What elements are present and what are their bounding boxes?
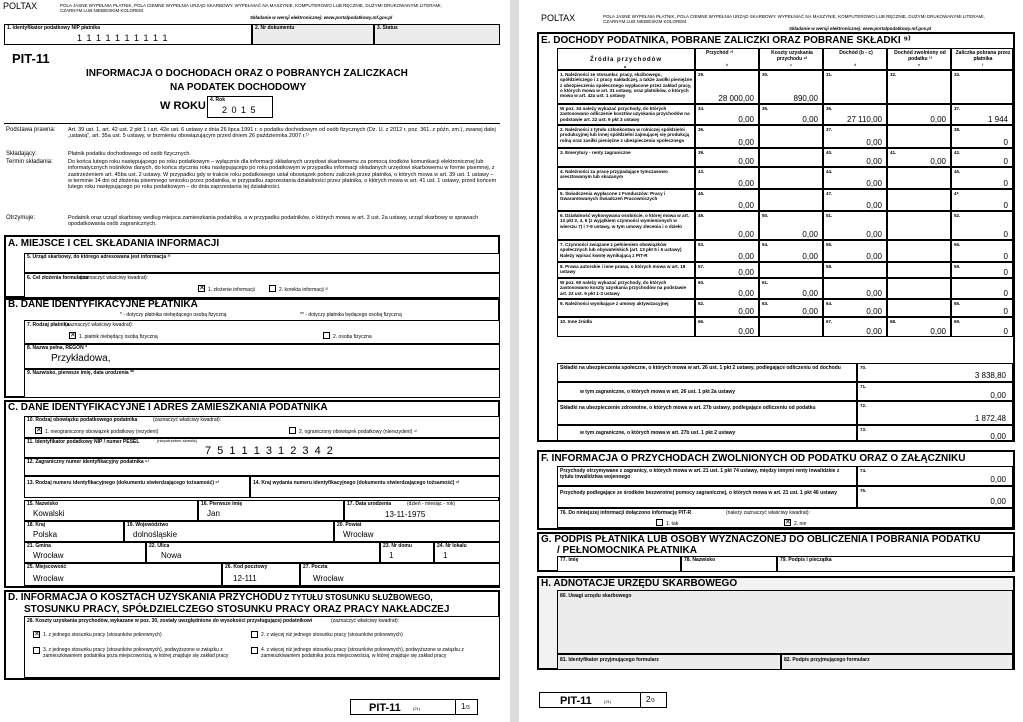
income-cell[interactable] [887, 262, 951, 278]
house-number-field[interactable]: 23. Nr domu 1 [380, 542, 434, 563]
receiver-id-field: 81. Identyfikator przyjmującego formularz [557, 654, 781, 670]
income-cell-value: 0,00 [738, 307, 754, 316]
income-cell[interactable]: 33. [951, 70, 1013, 104]
receiver-signature-field: 82. Podpis przyjmującego formularz [781, 654, 1013, 670]
income-cell[interactable]: 45. 0 [951, 167, 1013, 189]
fill-note: POLA JASNE WYPEŁNIA PŁATNIK, POLA CIEMNE WYPEŁNIA URZĄD SKARBOWY. WYPEŁNIAĆ NA MASZYNIE, KOMPUTEROWO LUB RĘCZNIE, DUŻYMI DRUKOWANYMI LITERAMI, CZARNYM LUB NIEBIESKIM KOLOREM. [60, 3, 442, 14]
income-cell[interactable]: 36. 27 110,00 [823, 104, 887, 125]
income-cell-value: 0,00 [930, 115, 946, 124]
health-foreign-value: 0,00 [990, 432, 1006, 441]
income-cell[interactable]: 52. 0 [951, 211, 1013, 240]
social-contrib-value: 3 838,80 [974, 371, 1006, 380]
income-cell[interactable] [759, 317, 823, 337]
id-type-field[interactable]: 13. Rodzaj numeru identyfikacyjnego (dokumentu stwierdzającego tożsamość) ⁶⁾ [24, 476, 250, 498]
first-name-value: Jan [207, 509, 220, 518]
income-cell[interactable] [887, 104, 951, 125]
income-cell[interactable] [887, 125, 951, 148]
page-number-2: 2/3 [646, 695, 655, 704]
foreign-id-field[interactable]: 12. Zagraniczny numer identyfikacyjny podatnika ⁵⁾ [24, 458, 500, 476]
birth-date-value: 13-11-1975 [385, 510, 426, 519]
city-value: Wrocław [33, 574, 64, 583]
county-value: Wrocław [343, 530, 374, 539]
income-source-label: 1. Należności ze stosunku: pracy, służbowego, spółdzielczego i z pracy nakładczej, a także zasiłki pieniężne z ubezpieczenia społecznego wypłacone przez zakład pracy, o których mowa w art. 31 ustawy, oraz płatników, o których mowa w art. 42a ust. 1 ustawy [557, 70, 695, 104]
recipient: Podatnik oraz urząd skarbowy według miejsca zamieszkania podatnika, a w przypadku podatników, o których mowa w art. 3 ust. 2a ustawy, urząd skarbowy w sprawach opodatkowania osób zagranicznych. [68, 215, 479, 228]
birth-date-field[interactable]: 17. Data urodzenia (dzień - miesiąc - rok) 13-11-1975 [344, 500, 500, 521]
payer-name-field[interactable]: 8. Nazwa pełna, REGON * Przykładowa, [24, 344, 500, 369]
house-number-value: 1 [389, 551, 394, 560]
payer-type-field: 7. Rodzaj płatnika (zaznaczyć właściwy kwadrat): ✕ 1. płatnik niebędący osobą fizyczną 2. osoba fizyczna [24, 320, 500, 344]
poltax-label-2: POLTAX [541, 13, 576, 23]
income-cell[interactable] [759, 125, 823, 148]
nip-field[interactable]: 1. Identyfikator podatkowy NIP płatnika 1 1 1 1 1 1 1 1 1 1 [4, 24, 252, 45]
income-cell-value: 0,00 [866, 157, 882, 166]
page-footer: PIT-11 (21) 1/3 [350, 699, 478, 715]
section-h-title: H. ADNOTACJE URZĘDU SKARBOWEGO [541, 578, 738, 589]
surname-field[interactable]: 15. Nazwisko Kowalski [24, 500, 198, 521]
income-cell[interactable] [887, 189, 951, 211]
income-cell[interactable] [887, 299, 951, 317]
social-foreign-field[interactable]: 71. 0,00 [857, 382, 1013, 401]
page-number: 1/3 [461, 702, 470, 711]
checkbox-pitr-no[interactable]: ✕ [785, 519, 791, 526]
income-cell-value: 0,00 [866, 179, 882, 188]
income-source-label: 7. Czynności związane z pełnieniem obowiązków społecznych lub obywatelskich (art. 13 pkt 5 i 6 ustawy) Należy wpisać kwotę wynikającą z PIT-R [557, 240, 695, 262]
poltax-label: POLTAX [3, 1, 38, 11]
income-cell-value: 0,00 [802, 230, 818, 239]
income-cell[interactable] [951, 278, 1013, 299]
income-source-label: 4. Należności za pracę przypadające tymczasowo aresztowanym lub skazanym [557, 167, 695, 189]
income-cell[interactable]: 54. 0,00 [759, 240, 823, 262]
income-cell-value: 27 110,00 [847, 115, 882, 124]
income-cell-value: 0,00 [738, 327, 754, 336]
income-source-label: 10. Inne źródła [557, 317, 695, 337]
id-country-field[interactable]: 14. Kraj wydania numeru identyfikacyjnego (dokumentu stwierdzającego tożsamość) ⁶⁾ [250, 476, 500, 498]
payer-name-value: Przykładowa, [51, 353, 111, 364]
income-cell[interactable]: 29. 28 000,00 [695, 70, 759, 104]
municipality-value: Wrocław [33, 551, 64, 560]
income-cell-value: 0 [1003, 252, 1008, 261]
income-cell[interactable]: 39. 0,00 [695, 148, 759, 167]
fill-note-2: POLA JASNE WYPEŁNIA PŁATNIK, POLA CIEMNE WYPEŁNIA URZĄD SKARBOWY. WYPEŁNIAĆ NA MASZYNIE, KOMPUTEROWO LUB RĘCZNIE, DUŻYMI DRUKOWANYMI LITERAMI, CZARNYM LUB NIEBIESKIM KOLOREM. [603, 14, 985, 25]
deadline: Do końca lutego roku następującego po roku podatkowym – wyłącznie dla informacji składanych urzędowi skarbowemu za pomocą środków komunikacji elektronicznej lub informatycznych nośników danych, do końca stycznia roku następującego po roku podatkowym w przypadku informacji składanych urzędowi skarbowemu w formie pisemnej, z zastrzeżeniem art. 45ba ust. 2 ustawy. W przypadku gdy w trakcie roku podatkowego ustał obowiązek poboru zaliczek przez płatnika, o których mowa w art. 39 ust. 1 ustawy – w terminie 14 dni od złożenia pisemnego wniosku przez podatnika, w przypadku zaprzestania działalności przez płatnika, o których mowa w art. 41 ust. 1 ustawy, przed końcem lutego roku następującego po roku podatkowym – do dnia zaprzestania tej działalności. [68, 159, 497, 191]
income-cell-value: 0,00 [738, 268, 754, 277]
page-2 [519, 0, 1023, 722]
income-cell[interactable] [887, 240, 951, 262]
income-cell[interactable]: 36. 0,00 [695, 125, 759, 148]
postal-code-field[interactable]: 26. Kod pocztowy 12-111 [222, 563, 300, 586]
income-cell-value: 0 [1003, 157, 1008, 166]
income-cell[interactable]: 56. 0 [951, 240, 1013, 262]
section-b-title: B. DANE IDENTYFIKACYJNE PŁATNIKA [8, 299, 198, 310]
income-cell-value: 0,00 [866, 201, 882, 210]
health-foreign-label: w tym zagraniczne, o których mowa w art. 27b ust. 1 pkt 2 ustawy [557, 425, 857, 441]
header-sources: Źródła przychodów a [557, 48, 695, 70]
income-cell[interactable]: 37. 0,00 [823, 125, 887, 148]
office-remarks-field: 80. Uwagi urzędu skarbowego [557, 590, 1013, 654]
foreign-aid-field[interactable]: 75. 0,00 [857, 486, 1013, 508]
header-costs: Koszty uzyskania przychodu ⁸⁾ c [759, 48, 823, 70]
foreign-income-label: Przychody otrzymywane z zagranicy, o których mowa w art. 21 ust. 1 pkt 74 ustawy, między innymi renty inwalidzkie z tytułu inwalidztwa wojennego [557, 466, 857, 486]
doc-number-field: 2. Nr dokumentu [252, 24, 374, 45]
income-cell[interactable]: 53. 0,00 [695, 240, 759, 262]
city-field[interactable]: 25. Miejscowość Wrocław [24, 563, 222, 586]
income-cell-value: 28 000,00 [718, 94, 754, 103]
income-cell[interactable]: 62. 0,00 [695, 299, 759, 317]
income-cell[interactable]: 59. 0 [951, 262, 1013, 278]
income-cell-value: 0 [1003, 179, 1008, 188]
income-cell-value: 0,00 [866, 252, 882, 261]
income-cell[interactable]: 40. 0,00 [823, 148, 887, 167]
income-cell[interactable]: 47. 0,00 [823, 189, 887, 211]
income-cell[interactable]: 38. 0 [951, 125, 1013, 148]
section-f-title: F. INFORMACJA O PRZYCHODACH ZWOLNIONYCH OD PODATKU ORAZ O ZAŁĄCZNIKU [541, 453, 966, 464]
header-advance: Zaliczka pobrana przez płatnika f [951, 48, 1013, 70]
income-cell-value: 0,00 [738, 179, 754, 188]
income-cell[interactable]: 58. [823, 262, 887, 278]
income-cell[interactable]: 34. 0,00 [695, 104, 759, 125]
social-foreign-value: 0,00 [990, 391, 1006, 400]
income-cell[interactable]: 66. 0,00 [695, 317, 759, 337]
income-cell[interactable]: 31. [823, 70, 887, 104]
electronic-note-2: Składanie w wersji elektronicznej: www.portalpodatkowy.mf.gov.pl [789, 26, 932, 31]
income-cell[interactable] [759, 148, 823, 167]
income-cell[interactable]: 49. 0,00 [695, 211, 759, 240]
signer-first-name-field[interactable]: 77. Imię [557, 556, 681, 572]
income-cell[interactable] [887, 167, 951, 189]
income-cell[interactable]: 50. 0,00 [759, 211, 823, 240]
income-cell[interactable]: 64. 0,00 [823, 299, 887, 317]
income-cell[interactable] [823, 278, 887, 299]
income-cell-value: 0,00 [738, 289, 754, 298]
purpose-field: 6. Cel złożenia formularza (zaznaczyć właściwy kwadrat): ✕ 1. złożenie informacji 2. korekta informacji ³⁾ [24, 273, 500, 298]
health-foreign-field[interactable]: 73. 0,00 [857, 425, 1013, 441]
income-cell[interactable]: 37. 1 944 [951, 104, 1013, 125]
income-cell[interactable] [887, 278, 951, 299]
foreign-aid-value: 0,00 [990, 497, 1006, 506]
year-field[interactable]: 4. Rok 2 0 1 5 [207, 96, 273, 118]
income-cell-value: 0,00 [738, 252, 754, 261]
nip-value: 1 1 1 1 1 1 1 1 1 1 [77, 33, 169, 43]
pesel-value: 7 5 1 1 1 3 1 2 3 4 2 [205, 445, 335, 457]
checkbox-costs-one-job[interactable]: ✕ [34, 631, 40, 638]
income-source-label: 6. Działalność wykonywana osobiście, o której mowa w art. 13 pkt 2, 4, 6 (z wyjątkiem czynności wymienionych w wierszu 7) i 7-9 ustawy, w tym umowy zlecenia i o dzieło [557, 211, 695, 240]
income-source-label: 9. Należności wynikające z umowy aktywizacyjnej [557, 299, 695, 317]
health-contrib-value: 1 872,48 [974, 414, 1006, 423]
income-cell-value: 0 [1003, 307, 1008, 316]
checkbox-correction[interactable] [269, 285, 276, 292]
payer-person-field[interactable]: 9. Nazwisko, pierwsze imię, data urodzenia ** [24, 369, 500, 398]
checkbox-natural-person[interactable] [323, 332, 330, 339]
income-cell-value: 0 [1003, 201, 1008, 210]
post-office-field[interactable]: 27. Poczta Wrocław [300, 563, 500, 586]
income-cell-value: 0,00 [866, 138, 882, 147]
income-cell-value: 0,00 [802, 252, 818, 261]
checkbox-submission[interactable]: ✕ [199, 285, 205, 292]
postal-code-value: 12-111 [233, 574, 257, 583]
section-a-title: A. MIEJSCE I CEL SKŁADANIA INFORMACJI [8, 238, 220, 249]
income-cell-value: 0 [1003, 230, 1008, 239]
foreign-income-field[interactable]: 74. 0,00 [857, 466, 1013, 486]
header-income: Przychód ⁷⁾ b [695, 48, 759, 70]
income-cell[interactable]: 41. 0,00 [887, 148, 951, 167]
municipality-field[interactable]: 21. Gmina Wrocław [24, 542, 146, 563]
income-cell[interactable]: 32. [887, 70, 951, 104]
checkbox-non-natural-person[interactable]: ✕ [70, 332, 76, 339]
income-cell-value: 1 944 [987, 115, 1008, 124]
foreign-income-value: 0,00 [990, 475, 1006, 484]
income-source-label: 2. Należności z tytułu członkostwa w rolniczej spółdzielni produkcyjnej lub innej spółdzielni zajmującej się produkcją rolną oraz zasiłki pieniężne z ubezpieczenia społecznego [557, 125, 695, 148]
social-contrib-label: Składki na ubezpieczenia społeczne, o których mowa w art. 26 ust. 1 pkt 2 ustawy, podlegające odliczeniu od dochodu [557, 363, 857, 382]
income-cell-value: 0,00 [738, 138, 754, 147]
income-cell-value: 0,00 [802, 289, 818, 298]
street-value: Nowa [161, 551, 182, 560]
income-cell[interactable]: 68. 0,00 [887, 317, 951, 337]
year-label: W ROKU [160, 100, 206, 112]
form-title-line1: INFORMACJA O DOCHODACH ORAZ O POBRANYCH ZALICZKACH [86, 68, 408, 79]
income-cell[interactable]: 69. 0 [951, 317, 1013, 337]
header-net-income: Dochód (b - c) d [823, 48, 887, 70]
income-cell-value: 0,00 [866, 327, 882, 336]
section-d-title-line2: STOSUNKU PRACY, SPÓŁDZIELCZEGO STOSUNKU PRACY ORAZ PRACY NAKŁADCZEJ [24, 604, 450, 615]
form-title-line2: NA PODATEK DOCHODOWY [170, 82, 307, 93]
income-cell[interactable]: 43. 0,00 [695, 167, 759, 189]
checkbox-limited-obligation[interactable] [289, 427, 296, 434]
income-cell-value: 0,00 [802, 307, 818, 316]
income-cell[interactable]: 63. 0,00 [759, 299, 823, 317]
income-cell[interactable]: 57. 0,00 [695, 262, 759, 278]
income-cell[interactable]: 55. 0,00 [823, 240, 887, 262]
income-cell[interactable]: 67. 0,00 [823, 317, 887, 337]
first-name-field[interactable]: 16. Pierwsze imię Jan [198, 500, 344, 521]
checkbox-costs-one-job-raised[interactable] [33, 647, 40, 654]
income-cell-value: 0,00 [866, 307, 882, 316]
pitr-attached-field: 76. Do niniejszej informacji dołączono informację PIT-R (należy zaznaczyć właściwy kwadrat): 1. tak ✕ 2. nie [557, 508, 1013, 528]
form-code: PIT-11 [12, 51, 50, 66]
voivodeship-field[interactable]: 19. Województwo dolnośląskie [124, 521, 334, 542]
income-cell-value: 0 [1003, 327, 1008, 336]
checkbox-costs-multiple-raised[interactable] [251, 647, 258, 654]
country-value: Polska [33, 530, 58, 539]
checkbox-unlimited-obligation[interactable]: ✕ [36, 427, 42, 434]
country-field[interactable]: 18. Kraj Polska [24, 521, 124, 542]
signature-field[interactable]: 79. Podpis i pieczątka [777, 556, 1013, 572]
page-footer-2: PIT-11 (21) 2/3 [539, 692, 667, 708]
income-cell[interactable]: 30. 890,00 [759, 70, 823, 104]
year-value: 2 0 1 5 [222, 105, 257, 115]
income-cell-value: 0 [1003, 268, 1008, 277]
flat-number-field[interactable]: 24. Nr lokalu 1 [434, 542, 500, 563]
street-field[interactable]: 22. Ulica Nowa [146, 542, 380, 563]
income-cell[interactable]: 65. 0 [951, 299, 1013, 317]
post-office-value: Wrocław [313, 574, 344, 583]
income-cell[interactable]: 46. 0,00 [695, 189, 759, 211]
income-cell[interactable] [759, 167, 823, 189]
checkbox-costs-multiple-jobs[interactable] [251, 631, 258, 638]
tax-obligation-field: 10. Rodzaj obowiązku podatkowego podatnika (zaznaczyć właściwy kwadrat): ✕ 1. nieograniczony obowiązek podatkowy (rezydent) 2. ograniczony obowiązek podatkowy (nierezydent) ⁴⁾ [24, 416, 500, 438]
income-cell[interactable]: 35. 0,00 [759, 104, 823, 125]
income-cell-value: 0 [1003, 289, 1008, 298]
income-cell[interactable]: 42. 0 [951, 148, 1013, 167]
section-d-title: D. INFORMACJA O KOSZTACH UZYSKANIA PRZYCHODU Z TYTUŁU STOSUNKU SŁUŻBOWEGO, [8, 592, 433, 603]
income-cell-value: 0,00 [802, 115, 818, 124]
section-g-title-line2: / PEŁNOMOCNIKA PŁATNIKA [557, 545, 697, 556]
legal-basis: Art. 39 ust. 1, art. 42 ust. 2 pkt 1 i art. 42e ust. 6 ustawy z dnia 26 lipca 1991 r. o podatku dochodowym od osób fizycznych (Dz. U. z 2012 r. poz. 361, z późn. zm.), zwanej dalej „ustawą”, art. 35a ust. 5 ustawy, w brzmieniu obowiązującym przed dniem 26 października 2007 r.¹⁾ [68, 127, 496, 140]
county-field[interactable]: 20. Powiat Wrocław [334, 521, 500, 542]
foreign-aid-label: Przychody podlegające ze środków bezzwrotnej pomocy zagranicznej, o których mowa w art. 21 ust. 1 pkt 46 ustawy [557, 486, 857, 508]
social-contrib-field[interactable]: 70. 3 838,80 [857, 363, 1013, 382]
income-cell[interactable]: 51. 0,00 [823, 211, 887, 240]
income-source-label: 8. Prawa autorskie i inne prawa, o których mowa w art. 18 ustawy [557, 262, 695, 278]
income-cell-value: 0,00 [866, 289, 882, 298]
health-contrib-field[interactable]: 72. 1 872,48 [857, 401, 1013, 425]
income-cell-value: 0,00 [738, 201, 754, 210]
signer-surname-field[interactable]: 78. Nazwisko [681, 556, 777, 572]
taxpayer-pesel-field[interactable]: 11. Identyfikator podatkowy NIP / numer PESEL (niepotrzebne skreślić) 7 5 1 1 1 3 1 2 3 4 2 [24, 438, 500, 458]
income-cell-value: 890,00 [793, 94, 818, 103]
health-contrib-label: Składki na ubezpieczenie zdrowotne, o których mowa w art. 27b ustawy, podlegające odliczeniu od podatku [557, 401, 857, 425]
income-cell[interactable]: 44. 0,00 [823, 167, 887, 189]
income-cell-value: 0,00 [738, 157, 754, 166]
tax-office-field[interactable]: 5. Urząd skarbowy, do którego adresowana jest informacja ²⁾ [24, 253, 500, 273]
electronic-note: Składanie w wersji elektronicznej: www.portalpodatkowy.mf.gov.pl [250, 15, 393, 20]
income-cell-value: 0,00 [866, 230, 882, 239]
voivodeship-value: dolnośląskie [133, 530, 178, 539]
status-field: 3. Status [374, 24, 500, 45]
checkbox-pitr-yes[interactable] [656, 519, 663, 526]
surname-value: Kowalski [33, 509, 65, 518]
section-g-title: G. PODPIS PŁATNIKA LUB OSOBY WYZNACZONEJ DO OBLICZENIA I POBRANIA PODATKU [541, 534, 981, 545]
income-cell[interactable] [887, 211, 951, 240]
income-cell[interactable] [759, 189, 823, 211]
income-source-label: 3. Emerytury - renty zagraniczne [557, 148, 695, 167]
submitter: Płatnik podatku dochodowego od osób fizycznych. [68, 151, 191, 157]
income-cell-value: 0,00 [930, 327, 946, 336]
income-cell-value: 0,00 [930, 157, 946, 166]
section-e-title: E. DOCHODY PODATNIKA, POBRANE ZALICZKI ORAZ POBRANE SKŁADKI ⁹⁾ [541, 35, 911, 46]
flat-number-value: 1 [443, 551, 448, 560]
section-c-title: C. DANE IDENTYFIKACYJNE I ADRES ZAMIESZKANIA PODATNIKA [8, 402, 328, 413]
income-source-label: 5. Świadczenia wypłacone z Funduszów: Pracy i Gwarantowanych Świadczeń Pracowniczych [557, 189, 695, 211]
income-cell[interactable]: 61. 0,00 [759, 278, 823, 299]
income-cell-value: 0 [1003, 138, 1008, 147]
income-cell[interactable]: 60. 0,00 [695, 278, 759, 299]
costs-field: 28. Koszty uzyskania przychodów, wykazane w poz. 30, zostały uwzględnione do wysokości przysługującej podatnikowi (zaznaczyć właściwy kwadrat): ✕ 1. z jednego stosunku pracy (stosunków pokrewnych) 2. z więcej niż jednego stosunku pracy (stosunków pokrewnych) 3. z jednego stosunku pracy (stosunków pokrewnych), podwyższone w związku z zamieszkiwaniem podatnika poza miejscowością, w której znajduje się zakład pracy 4. z więcej niż jednego stosunku pracy (stosunków pokrewnych), podwyższone w związku z zamieszkiwaniem podatnika poza miejscowością, w której znajduje się zakład pracy [24, 616, 500, 678]
income-cell-value: 0,00 [738, 115, 754, 124]
header-exempt: Dochód zwolniony od podatku ¹⁾ e [887, 48, 951, 70]
income-cell[interactable]: 4⁸ 0 [951, 189, 1013, 211]
income-source-label: W poz. 34 należy wykazać przychody, do których zastosowano odliczenie kosztów uzyskania przychodów na podstawie art. 22 ust. 9 pkt 3 ustawy [557, 104, 695, 125]
income-cell-value: 0,00 [738, 230, 754, 239]
income-cell[interactable] [759, 262, 823, 278]
social-foreign-label: w tym zagraniczne, o których mowa w art. 26 ust. 1 pkt 2a ustawy [557, 382, 857, 401]
page-1: POLTAX POLA JASNE WYPEŁNIA PŁATNIK, POLA CIEMNE WYPEŁNIA URZĄD SKARBOWY. WYPEŁNIAĆ NA MASZYNIE, KOMPUTEROWO LUB RĘCZNIE, DUŻYMI DRUKOWANYMI LITERAMI, CZARNYM LUB NIEBIESKIM KOLOREM. Składanie w wersji elektronicznej: www.portalpodatkowy.mf.gov.pl 1. Identyfikator podatkowy NIP płatnika 1 1 1 1 1 1 1 1 1 1 2. Nr dokumentu 3. Status PIT-11 INFORMACJA O DOCHODACH ORAZ O POBRANYCH ZALICZKACH NA PODATEK DOCHODOWY W ROKU 4. Rok 2 0 1 5 Podstawa prawna: Art. 39 ust. 1, art. 42 ust. 2 pkt 1 i art. 42e ust. 6 ustawy z dnia 26 lipca 1991 r. o podatku dochodowym od osób fizycznych (Dz. U. z 2012 r. poz. 361, z późn. zm.), zwanej dalej „ustawą”, art. 35a ust. 5 ustawy, w brzmieniu obowiązującym przed dniem 26 października 2007 r.¹⁾ Składający: Płatnik podatku dochodowego od osób fizycznych. Termin składania: Do końca lutego roku następującego po roku podatkowym – wyłącznie dla informacji składanych urzędowi skarbowemu za pomocą środków komunikacji elektronicznej lub informatycznych nośników danych, do końca stycznia roku następującego po roku podatkowym w przypadku informacji składanych urzędowi skarbowemu w formie pisemnej, z zastrzeżeniem art. 45ba ust. 2 ustawy. W przypadku gdy w trakcie roku podatkowego ustał obowiązek poboru zaliczek przez płatnika, o których mowa w art. 39 ust. 1 ustawy – w terminie 14 dni od złożenia pisemnego wniosku przez podatnika, w przypadku zaprzestania działalności przez płatnika, o których mowa w art. 41 ust. 1 ustawy, przed końcem lutego roku następującego po roku podatkowym – do dnia zaprzestania tej działalności. Otrzymuje: Podatnik oraz urząd skarbowy według miejsca zamieszkania podatnika, a w przypadku podatników, o których mowa w art. 3 ust. 2a ustawy, urząd skarbowy w sprawach opodatkowania osób zagranicznych. A. MIEJSCE I CEL SKŁADANIA INFORMACJI 5. Urząd skarbowy, do którego adresowana jest informacja ²⁾ 6. Cel złożenia formularza (zaznaczyć właściwy kwadrat): ✕ 1. złożenie informacji 2. korekta informacji ³⁾ B. DANE IDENTYFIKACYJNE PŁATNIKA * - dotyczy płatnika niebędącego osobą fizyczną ** - dotyczy płatnika będącego osobą fizyczną 7. Rodzaj płatnika (zaznaczyć właściwy kwadrat): ✕ 1. płatnik niebędący osobą fizyczną 2. osoba fizyczna 8. Nazwa pełna, REGON * Przykładowa, 9. Nazwisko, pierwsze imię, data urodzenia ** C. DANE IDENTYFIKACYJNE I ADRES ZAMIESZKANIA PODATNIKA 10. Rodzaj obowiązku podatkowego podatnika (zaznaczyć właściwy kwadrat): ✕ 1. nieograniczony obowiązek podatkowy (rezydent) 2. ograniczony obowiązek podatkowy (nierezydent) ⁴⁾ 11. Identyfikator podatkowy NIP / numer PESEL (niepotrzebne skreślić) 7 5 1 1 1 3 1 2 3 4 2 12. Zagraniczny numer identyfikacyjny podatnika ⁵⁾ 13. Rodzaj numeru identyfikacyjnego (dokumentu stwierdzającego tożsamość) ⁶⁾ 14. Kraj wydania numeru identyfikacyjnego (dokumentu stwierdzającego tożsamość) ⁶⁾ 15. Nazwisko Kowalski 16. Pierwsze imię Jan 17. Data urodzenia (dzień - miesiąc - rok) 13-11-1975 18. Kraj Polska 19. Województwo dolnośląskie 20. Powiat Wrocław 21. Gmina Wrocław 22. Ulica Nowa 23. Nr domu 1 24. Nr lokalu 1 25. Miejscowość Wrocław 26. Kod pocztowy 12-111 27. Poczta Wrocław D. INFORMACJA O KOSZTACH UZYSKANIA PRZYCHODU Z TYTUŁU STOSUNKU SŁUŻBOWEGO, STOSUNKU PRACY, SPÓŁDZIELCZEGO STOSUNKU PRACY ORAZ PRACY NAKŁADCZEJ 28. Koszty uzyskania przychodów, wykazane w poz. 30, zostały uwzględnione do wysokości przysługującej podatnikowi (zaznaczyć właściwy kwadrat): ✕ 1. z jednego stosunku pracy (stosunków pokrewnych) 2. z więcej niż jednego stosunku pracy (stosunków pokrewnych) 3. z jednego stosunku pracy (stosunków pokrewnych), podwyższone w związku z zamieszkiwaniem podatnika poza miejscowością, w której znajduje się zakład pracy 4. z więcej niż jednego stosunku pracy (stosunków pokrewnych), podwyższone w związku z zamieszkiwaniem podatnika poza miejscowością, w której znajduje się zakład pracy PIT-11 (21) 1/3 [0, 0, 510, 722]
income-source-label: W poz. 60 należy wykazać przychody, do których zastosowano koszty uzyskania przychodów na podstawie art. 22 ust. 9 pkt 1-3 ustawy [557, 278, 695, 299]
